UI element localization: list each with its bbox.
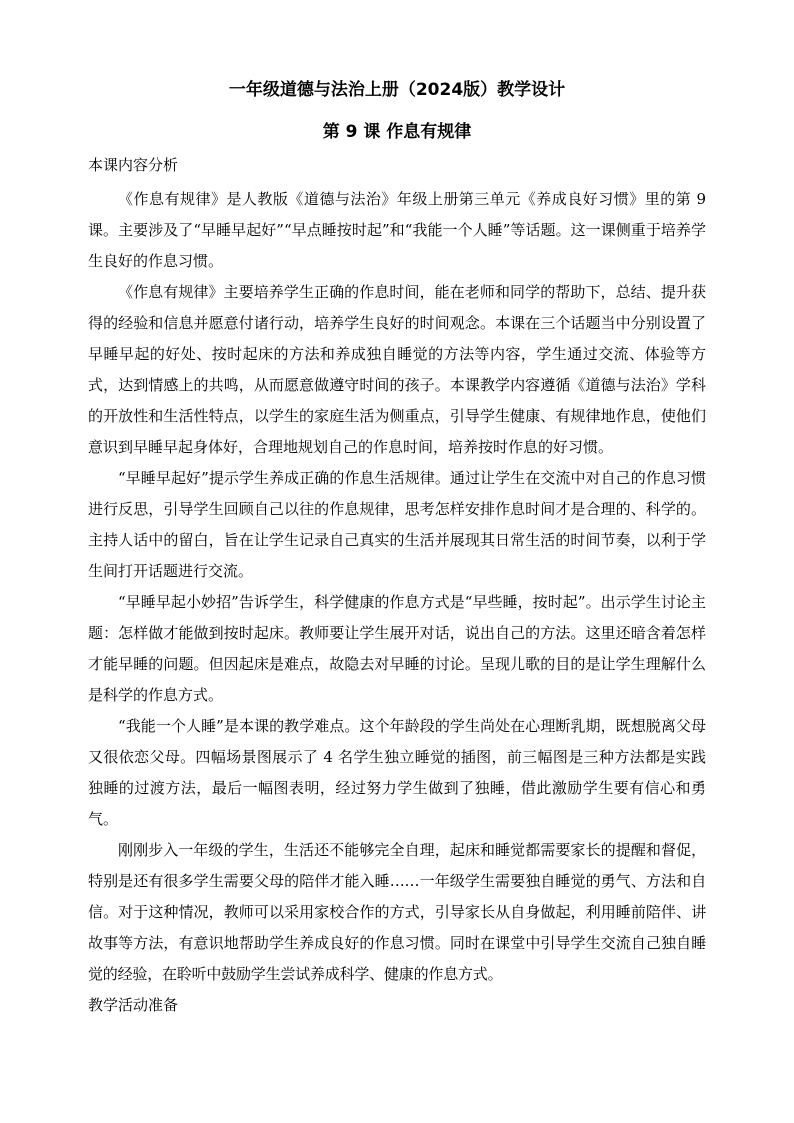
paragraph-4: “早睡早起小妙招”告诉学生，科学健康的作息方式是“早些睡，按时起”。出示学生讨论主题：怎样做才能做到按时起床。教师要让学生展开对话，说出自己的方法。这里还暗含着怎样才能早睡的问题。但因起床是难点，故隐去对早睡的讨论。呈现儿歌的目的是让学生理解什么是科学的作息方式。 <box>88 593 706 704</box>
section-heading-activity-preparation: 教学活动准备 <box>88 996 179 1014</box>
paragraph-3: “早睡早起好”提示学生养成正确的作息生活规律。通过让学生在交流中对自己的作息习惯进行反思，引导学生回顾自己以往的作息规律，思考怎样安排作息时间才是合理的、科学的。主持人话中的留白，旨在让学生记录自己真实的生活并展现其日常生活的时间节奏，以利于学生间打开话题进行交流。 <box>88 469 706 580</box>
document-title: 一年级道德与法治上册（2024版）教学设计 <box>228 80 566 100</box>
paragraph-6: 刚刚步入一年级的学生，生活还不能够完全自理，起床和睡觉都需要家长的提醒和督促，特别是还有很多学生需要父母的陪伴才能入睡……一年级学生需要独自睡觉的勇气、方法和自信。对于这种情况，教师可以采用家校合作的方式，引导家长从自身做起，利用睡前陪伴、讲故事等方法，有意识地帮助学生养成良好的作息习惯。同时在课堂中引导学生交流自己独自睡觉的经验，在聆听中鼓励学生尝试养成科学、健康的作息方式。 <box>88 841 706 983</box>
paragraph-1: 《作息有规律》是人教版《道德与法治》年级上册第三单元《养成良好习惯》里的第 9 课。主要涉及了“早睡早起好”“早点睡按时起”和“我能一个人睡”等话题。这一课侧重于培养学生良好的作息习惯。 <box>88 190 706 270</box>
paragraph-2: 《作息有规律》主要培养学生正确的作息时间，能在老师和同学的帮助下，总结、提升获得的经验和信息并愿意付诸行动，培养学生良好的时间观念。本课在三个话题当中分别设置了早睡早起的好处、按时起床的方法和养成独自睡觉的方法等内容，学生通过交流、体验等方式，达到情感上的共鸣，从而愿意做遵守时间的孩子。本课教学内容遵循《道德与法治》学科的开放性和生活性特点，以学生的家庭生活为侧重点，引导学生健康、有规律地作息，使他们意识到早睡早起身体好，合理地规划自己的作息时间，培养按时作息的好习惯。 <box>88 283 706 456</box>
lesson-title: 第 9 课 作息有规律 <box>322 122 472 142</box>
section-heading-content-analysis: 本课内容分析 <box>88 156 179 174</box>
paragraph-5: “我能一个人睡”是本课的教学难点。这个年龄段的学生尚处在心理断乳期，既想脱离父母又很依恋父母。四幅场景图展示了 4 名学生独立睡觉的插图，前三幅图是三种方法都是实践独睡的过渡方法，最后一幅图表明，经过努力学生做到了独睡，借此激励学生要有信心和勇气。 <box>88 717 706 828</box>
